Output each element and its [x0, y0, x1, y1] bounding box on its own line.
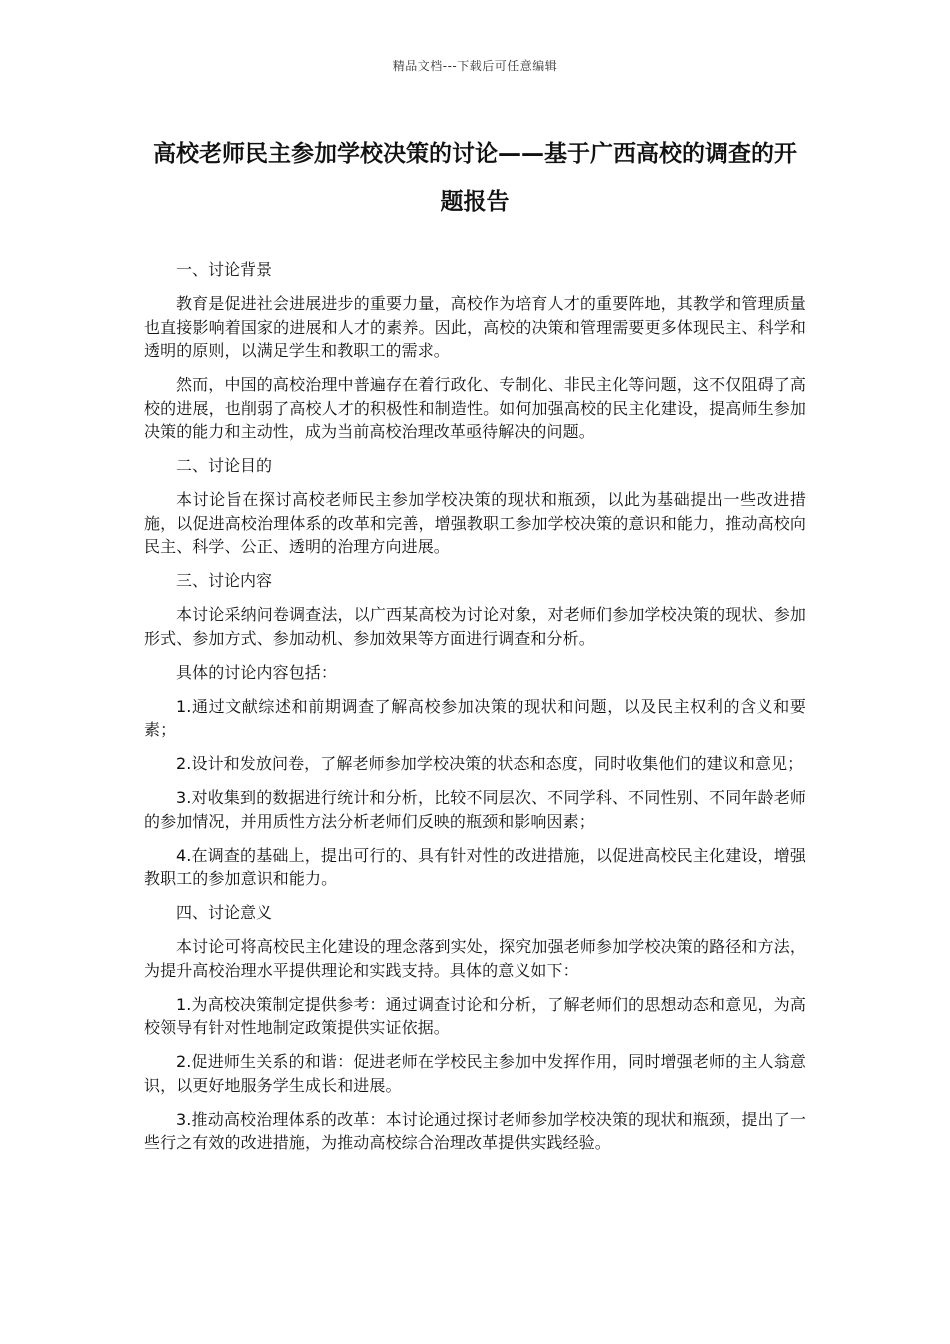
section-heading: 一、讨论背景: [176, 260, 273, 279]
section-purpose: [144, 454, 806, 559]
section-heading: 四、讨论意义: [176, 903, 273, 922]
list-item: 2.设计和发放问卷，了解老师参加学校决策的状态和态度，同时收集他们的建议和意见；: [176, 754, 804, 773]
list-item: 1.为高校决策制定提供参考：通过调查讨论和分析，了解老师们的思想动态和意见，为高校领导有针对性地制定政策提供实证依据。: [144, 994, 806, 1037]
paragraph: 教育是促进社会进展进步的重要力量，高校作为培育人才的重要阵地，其教学和管理质量也直接影响着国家的进展和人才的素养。因此，高校的决策和管理需要更多体现民主、科学和透明的原则，以满足学生和教职工的需求。: [144, 294, 806, 360]
section-significance: [144, 901, 806, 1155]
paragraph: 然而，中国的高校治理中普遍存在着行政化、专制化、非民主化等问题，这不仅阻碍了高校的进展，也削弱了高校人才的积极性和制造性。如何加强高校的民主化建设，提高师生参加决策的能力和主动性，成为当前高校治理改革亟待解决的问题。: [144, 375, 806, 441]
paragraph: 本讨论可将高校民主化建设的理念落到实处，探究加强老师参加学校决策的路径和方法，为提升高校治理水平提供理论和实践支持。具体的意义如下：: [144, 937, 806, 980]
paragraph: 本讨论采纳问卷调查法，以广西某高校为讨论对象，对老师们参加学校决策的现状、参加形式、参加方式、参加动机、参加效果等方面进行调查和分析。: [144, 605, 806, 648]
document-body: [144, 258, 806, 1165]
list-item: 3.对收集到的数据进行统计和分析，比较不同层次、不同学科、不同性别、不同年龄老师的参加情况，并用质性方法分析老师们反映的瓶颈和影响因素；: [144, 788, 806, 831]
paragraph: 本讨论旨在探讨高校老师民主参加学校决策的现状和瓶颈，以此为基础提出一些改进措施，以促进高校治理体系的改革和完善，增强教职工参加学校决策的意识和能力，推动高校向民主、科学、公正、透明的治理方向进展。: [144, 490, 806, 556]
document-title: 高校老师民主参加学校决策的讨论——基于广西高校的调查的开题报告: [153, 141, 797, 215]
section-background: [144, 258, 806, 444]
page-header: 精品文档---下载后可任意编辑: [392, 59, 558, 73]
list-item: 1.通过文献综述和前期调查了解高校参加决策的现状和问题，以及民主权利的含义和要素；: [144, 696, 806, 739]
list-item: 2.促进师生关系的和谐：促进老师在学校民主参加中发挥作用，同时增强老师的主人翁意识，以更好地服务学生成长和进展。: [144, 1052, 806, 1095]
list-item: 3.推动高校治理体系的改革：本讨论通过探讨老师参加学校决策的现状和瓶颈，提出了一些行之有效的改进措施，为推动高校综合治理改革提供实践经验。: [144, 1109, 806, 1152]
section-heading: 二、讨论目的: [176, 456, 273, 475]
section-content: [144, 569, 806, 891]
paragraph: 具体的讨论内容包括：: [176, 662, 338, 682]
list-item: 4.在调查的基础上，提出可行的、具有针对性的改进措施，以促进高校民主化建设，增强教职工的参加意识和能力。: [144, 845, 806, 888]
section-heading: 三、讨论内容: [176, 571, 273, 590]
